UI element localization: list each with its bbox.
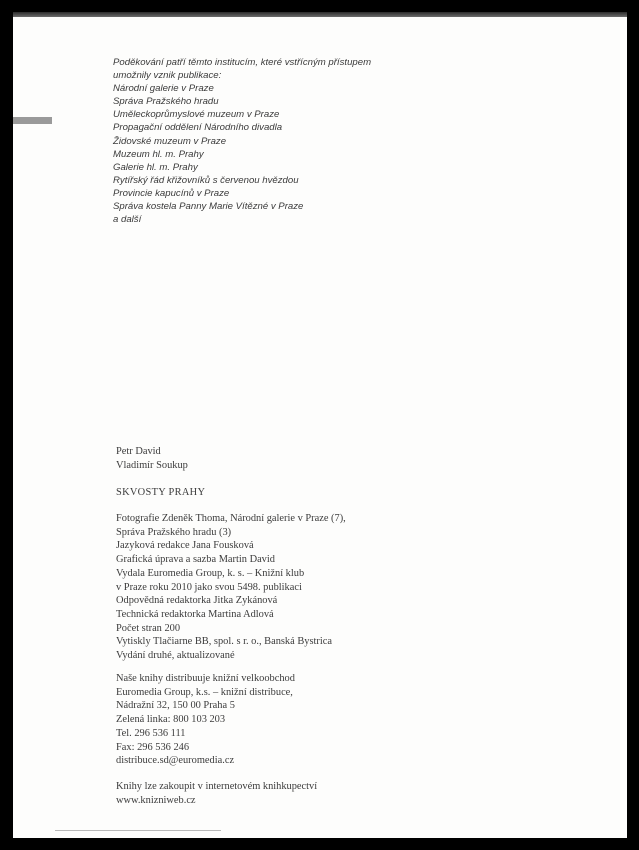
credit-line: Vytiskly Tlačiarne BB, spol. s r. o., Banská Bystrica [116, 636, 332, 648]
credit-line: Odpovědná redaktorka Jitka Zykánová [116, 595, 278, 607]
purchase-block [116, 780, 317, 807]
purchase-website: www.knizniweb.cz [116, 794, 196, 806]
distribution-line: Fax: 296 536 246 [116, 741, 190, 753]
credit-line: Vydání druhé, aktualizované [116, 650, 235, 662]
distribution-line: Tel. 296 536 111 [116, 727, 186, 739]
scan-side-mark [13, 117, 52, 124]
credit-line: Technická redaktorka Martina Adlová [116, 608, 274, 620]
institution-item: Židovské muzeum v Praze [113, 135, 227, 147]
distribution-block [116, 672, 295, 768]
institution-item: a další [113, 214, 142, 226]
credit-line: Jazyková redakce Jana Fousková [116, 540, 254, 552]
acknowledgement-intro-line: Poděkování patří těmto institucím, které vstřícným přístupem [113, 57, 372, 68]
institution-item: Národní galerie v Praze [113, 83, 214, 95]
authors-block [116, 445, 188, 472]
institution-item: Muzeum hl. m. Prahy [113, 148, 204, 160]
institution-item: Rytířský řád křižovníků s červenou hvězdou [113, 174, 299, 186]
acknowledgement-intro-line: umožnily vznik publikace: [113, 70, 222, 82]
credit-line: Vydala Euromedia Group, k. s. – Knižní klub [116, 567, 305, 579]
book-title: SKVOSTY PRAHY [116, 487, 206, 498]
credit-line: Grafická úprava a sazba Martin David [116, 554, 275, 566]
credits-block [116, 512, 346, 663]
distribution-line: Naše knihy distribuuje knižní velkoobchod [116, 673, 295, 684]
credit-line: v Praze roku 2010 jako svou 5498. publikaci [116, 581, 302, 593]
institution-item: Správa Pražského hradu [113, 96, 219, 108]
credit-line: Fotografie Zdeněk Thoma, Národní galerie v Praze (7), [116, 513, 346, 524]
institution-item: Správa kostela Panny Marie Vítězné v Praze [113, 201, 304, 213]
distribution-line: Zelená linka: 800 103 203 [116, 714, 226, 726]
distribution-line: Euromedia Group, k.s. – knižní distribuce, [116, 686, 293, 698]
institution-item: Uměleckoprůmyslové muzeum v Praze [113, 109, 280, 121]
institution-item: Galerie hl. m. Prahy [113, 161, 198, 173]
credit-line: Správa Pražského hradu (3) [116, 526, 232, 538]
distribution-email: distribuce.sd@euromedia.cz [116, 755, 235, 767]
acknowledgement-block [113, 56, 433, 226]
author-name: Vladimír Soukup [116, 459, 188, 471]
author-name: Petr David [116, 446, 161, 457]
credit-line: Počet stran 200 [116, 622, 181, 634]
institution-item: Propagační oddělení Národního divadla [113, 122, 283, 134]
page-top-edge [13, 12, 627, 17]
bottom-rule [55, 830, 221, 831]
purchase-line: Knihy lze zakoupit v internetovém knihkupectví [116, 781, 318, 792]
distribution-line: Nádražní 32, 150 00 Praha 5 [116, 700, 235, 712]
institution-item: Provincie kapucínů v Praze [113, 187, 230, 199]
